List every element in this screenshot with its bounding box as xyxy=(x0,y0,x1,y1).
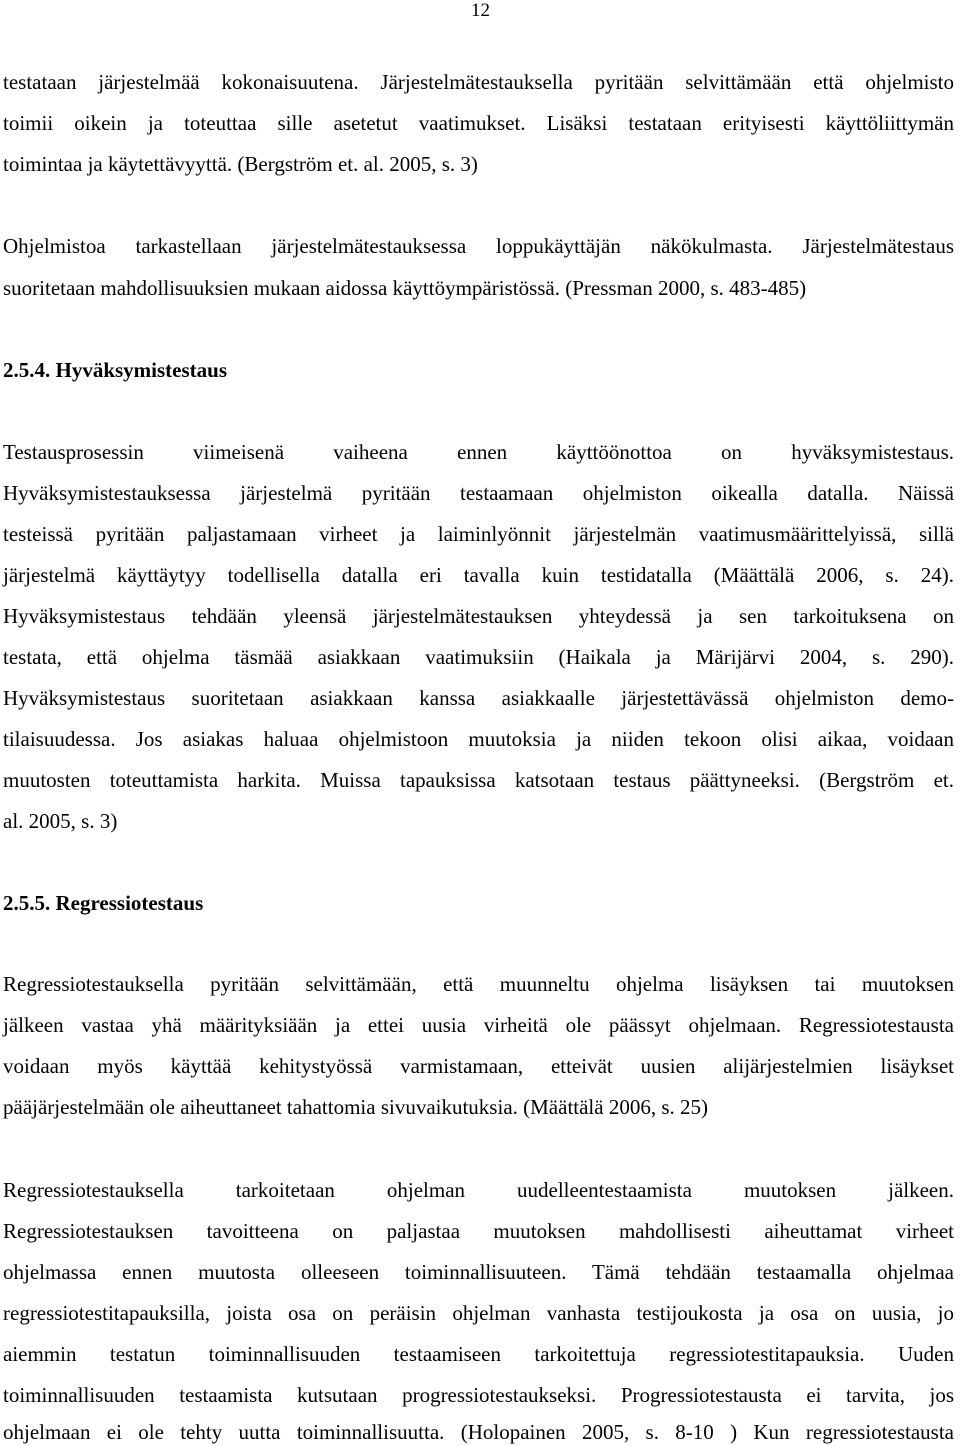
text-line: toimintaa ja käytettävyyttä. (Bergström et. al. 2005, s. 3) xyxy=(3,152,478,176)
text-line: Regressiotestauksella tarkoitetaan ohjelman uudelleentestaamista muutoksen jälkeen. xyxy=(3,1178,954,1202)
text-line: tilaisuudessa. Jos asiakas haluaa ohjelmistoon muutoksia ja niiden tekoon olisi aikaa, voidaan xyxy=(3,727,954,751)
section-heading-regressiotestaus: 2.5.5. Regressiotestaus xyxy=(3,891,204,915)
text-line: Ohjelmistoa tarkastellaan järjestelmätestauksessa loppukäyttäjän näkökulmasta. Järjestelmätestaus xyxy=(3,234,954,258)
text-line: ohjelmaan ei ole tehty uutta toiminnallisuutta. (Holopainen 2005, s. 8-10 ) Kun regressiotestausta xyxy=(3,1420,954,1444)
text-line: muutosten toteuttamista harkita. Muissa tapauksissa katsotaan testaus päättyneeksi. (Bergström et. xyxy=(3,768,954,792)
text-line: testataan järjestelmää kokonaisuutena. Järjestelmätestauksella pyritään selvittämään että ohjelmisto xyxy=(3,70,954,94)
text-line: Regressiotestauksella pyritään selvittämään, että muunneltu ohjelma lisäyksen tai muutoksen xyxy=(3,972,954,996)
text-line: järjestelmä käyttäytyy todellisella datalla eri tavalla kuin testidatalla (Määttälä 2006, s. 24). xyxy=(3,563,954,587)
text-line: al. 2005, s. 3) xyxy=(3,809,118,833)
text-line: jälkeen vastaa yhä määrityksiään ja ettei uusia virheitä ole päässyt ohjelmaan. Regressiotestausta xyxy=(3,1013,954,1037)
text-line: voidaan myös käyttää kehitystyössä varmistamaan, etteivät uusien alijärjestelmien lisäykset xyxy=(3,1054,954,1078)
text-line: ohjelmassa ennen muutosta olleeseen toiminnallisuuteen. Tämä tehdään testaamalla ohjelmaa xyxy=(3,1260,954,1284)
page-number: 12 xyxy=(471,0,490,21)
text-line: suoritetaan mahdollisuuksien mukaan aidossa käyttöympäristössä. (Pressman 2000, s. 483-485) xyxy=(3,276,807,300)
text-line: aiemmin testatun toiminnallisuuden testaamiseen tarkoitettuja regressiotestitapauksia. Uuden xyxy=(3,1342,954,1366)
text-line: Testausprosessin viimeisenä vaiheena ennen käyttöönottoa on hyväksymistestaus. xyxy=(3,440,954,464)
text-line: testeissä pyritään paljastamaan virheet ja laiminlyönnit järjestelmän vaatimusmäärittelyissä, sillä xyxy=(3,522,954,546)
text-line: Hyväksymistestauksessa järjestelmä pyritään testaamaan ohjelmiston oikealla datalla. Näissä xyxy=(3,481,954,505)
text-line: pääjärjestelmään ole aiheuttaneet tahattomia sivuvaikutuksia. (Määttälä 2006, s. 25) xyxy=(3,1095,709,1119)
text-line: Regressiotestauksen tavoitteena on paljastaa muutoksen mahdollisesti aiheuttamat virheet xyxy=(3,1219,954,1243)
text-line: regressiotestitapauksilla, joista osa on peräisin ohjelman vanhasta testijoukosta ja osa on uusia, jo xyxy=(3,1301,954,1325)
text-line: toiminnallisuuden testaamista kutsutaan progressiotestaukseksi. Progressiotestausta ei tarvita, jos xyxy=(3,1383,954,1407)
section-heading-hyvaksymistestaus: 2.5.4. Hyväksymistestaus xyxy=(3,358,228,382)
text-line: toimii oikein ja toteuttaa sille asetetut vaatimukset. Lisäksi testataan erityisesti käyttöliittymän xyxy=(3,111,954,135)
text-line: testata, että ohjelma täsmää asiakkaan vaatimuksiin (Haikala ja Märijärvi 2004, s. 290). xyxy=(3,645,954,669)
text-line: Hyväksymistestaus suoritetaan asiakkaan kanssa asiakkaalle järjestettävässä ohjelmiston demo- xyxy=(3,686,954,710)
text-line: Hyväksymistestaus tehdään yleensä järjestelmätestauksen yhteydessä ja sen tarkoituksena on xyxy=(3,604,954,628)
